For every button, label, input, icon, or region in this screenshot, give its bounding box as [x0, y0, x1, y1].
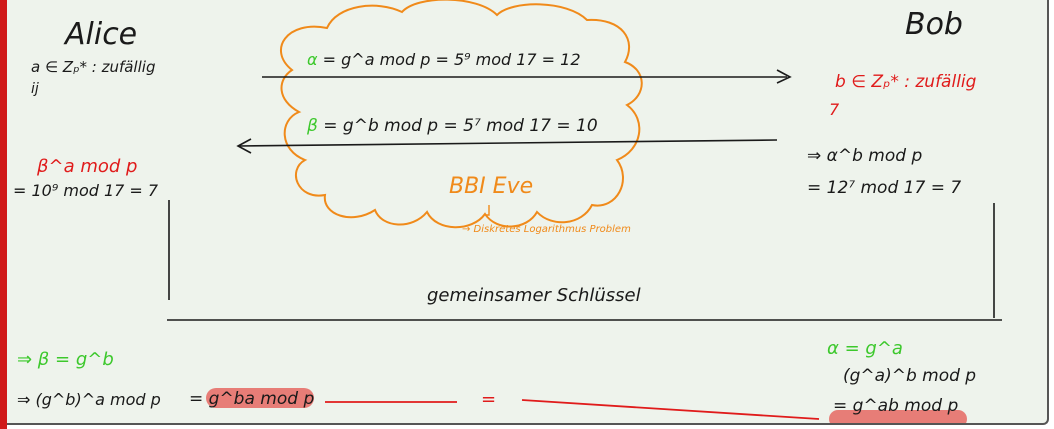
eve-note: → Diskretes Logarithmus Problem — [462, 224, 631, 235]
whiteboard-canvas — [7, 0, 1049, 425]
bob-compute-label — [807, 148, 922, 165]
beta-symbol: β — [307, 116, 318, 136]
alice-final-line: ⇒ (g^b)^a mod p — [17, 390, 161, 409]
alice-secret: a ∈ Zₚ* : zufällig — [31, 58, 156, 76]
alice-beta-line: ⇒ β = g^b — [17, 349, 114, 370]
alpha-symbol: α — [307, 50, 318, 69]
bob-name: Bob — [905, 7, 963, 42]
frame-red-edge — [0, 0, 7, 429]
bob-result: = g^ab mod p — [833, 396, 959, 416]
message-to-alice-visible: β = g^b mod p = 5⁷ mod 17 = 10 — [307, 116, 598, 136]
message-to-bob — [307, 52, 581, 68]
alice-compute-value: = 10⁹ mod 17 = 7 — [13, 181, 159, 200]
bob-secret: b ∈ Zₚ* : zufällig — [835, 72, 977, 92]
message-to-alice — [307, 118, 598, 135]
bob-alpha-line: α = g^a — [827, 338, 903, 359]
alice-name: Alice — [65, 17, 138, 52]
eve-label: BBI Eve — [449, 174, 534, 199]
bob-compute-label-text: ⇒ α^b mod p — [807, 146, 923, 166]
shared-equals: = — [481, 389, 497, 410]
arrow-bob-to-alice — [239, 140, 777, 146]
alice-secret-value: ij — [31, 81, 39, 97]
message-to-bob-visible: = g^a mod p = 5⁹ mod 17 = 12 — [322, 50, 581, 69]
result-connector-right — [522, 400, 819, 419]
shared-key-label: gemeinsamer Schlüssel — [427, 285, 641, 306]
bob-compute-value: = 12⁷ mod 17 = 7 — [807, 178, 962, 198]
bob-secret-value: 7 — [829, 100, 840, 119]
alice-result: = g^ba mod p — [189, 389, 315, 409]
alice-compute-label: β^a mod p — [37, 156, 138, 177]
bob-final-line: (g^a)^b mod p — [843, 366, 977, 386]
